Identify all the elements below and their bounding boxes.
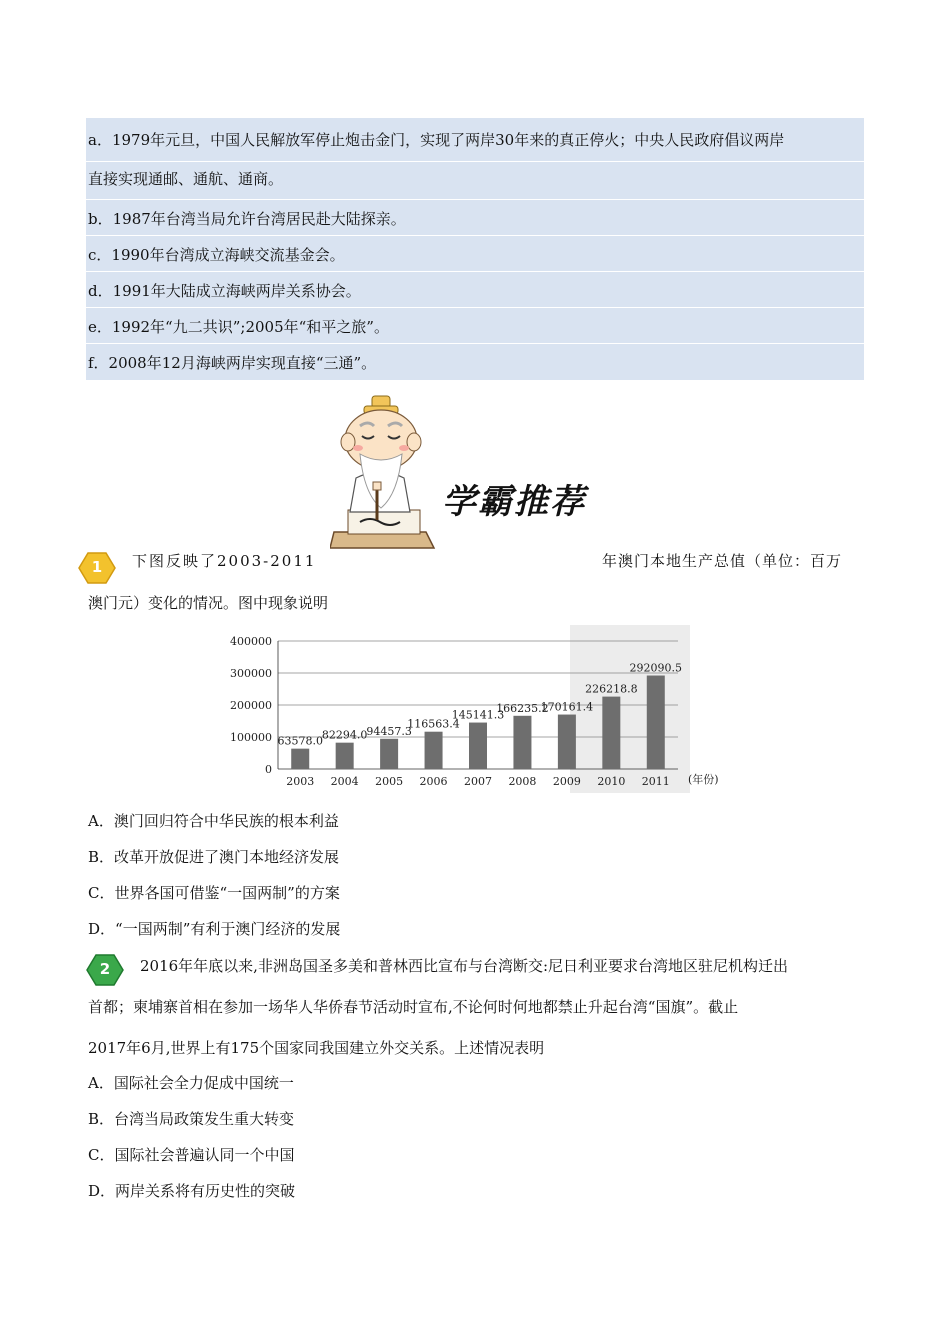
bar-value-label: 166235.2 xyxy=(496,701,549,715)
bar-value-label: 145141.3 xyxy=(451,708,505,722)
bar-2004 xyxy=(336,743,354,769)
q1-stem-part3: 澳门元）变化的情况。图中现象说明 xyxy=(88,594,329,612)
x-axis-unit: (年份) xyxy=(688,773,719,786)
x-tick-label: 2010 xyxy=(597,775,626,788)
q2-option-b[interactable]: B．台湾当局政策发生重大转变 xyxy=(88,1110,295,1128)
q2-stem-line3: 2017年6月,世界上有175个国家同我国建立外交关系。上述情况表明 xyxy=(88,1039,545,1057)
q1-stem-part1: 下图反映了2003-2011 xyxy=(132,552,317,570)
y-tick-label: 400000 xyxy=(230,635,272,648)
timeline-item-d: d．1991年大陆成立海峡两岸关系协会。 xyxy=(86,272,864,308)
bar-value-label: 94457.3 xyxy=(366,724,412,738)
timeline-item-f: f．2008年12月海峡两岸实现直接“三通”。 xyxy=(88,354,377,372)
q2-option-c[interactable]: C．国际社会普遍认同一个中国 xyxy=(88,1146,295,1164)
bar-2006 xyxy=(425,732,443,769)
question-badge-1 xyxy=(78,551,116,585)
q2-stem-line2: 首都；柬埔寨首相在参加一场华人华侨春节活动时宣布,不论何时何地都禁止升起台湾“国旗”。截止 xyxy=(88,998,739,1016)
timeline-box xyxy=(86,118,864,380)
banner-title: 学霸推荐 xyxy=(442,482,586,522)
bar-2011 xyxy=(647,676,665,769)
bar-2010 xyxy=(602,697,620,769)
x-tick-label: 2011 xyxy=(641,775,670,788)
q1-option-b[interactable]: B．改革开放促进了澳门本地经济发展 xyxy=(88,848,340,866)
bar-2003 xyxy=(291,749,309,769)
bar-2009 xyxy=(558,715,576,769)
x-tick-label: 2004 xyxy=(330,775,359,788)
x-tick-label: 2005 xyxy=(375,775,404,788)
bar-value-label: 170161.4 xyxy=(540,700,594,714)
bar-value-label: 292090.5 xyxy=(629,661,683,675)
bar-2005 xyxy=(380,739,398,769)
gdp-bar-chart xyxy=(230,625,720,795)
timeline-item-a: a．1979年元旦，中国人民解放军停止炮击金门，实现了两岸30年来的真正停火；中央人民政府倡议两岸 xyxy=(86,118,864,162)
timeline-item-a-cont: 直接实现通邮、通航、通商。 xyxy=(86,162,864,200)
bar-2007 xyxy=(469,723,487,769)
q1-option-c[interactable]: C．世界各国可借鉴“一国两制”的方案 xyxy=(88,884,340,902)
scholar-mascot-icon xyxy=(330,392,600,552)
y-tick-label: 300000 xyxy=(230,667,272,680)
q2-option-a[interactable]: A．国际社会全力促成中国统一 xyxy=(88,1074,294,1092)
question-number: 2 xyxy=(99,960,111,978)
x-tick-label: 2006 xyxy=(419,775,448,788)
gdp-chart-svg xyxy=(230,625,720,795)
x-tick-label: 2007 xyxy=(464,775,492,788)
q1-option-a[interactable]: A．澳门回归符合中华民族的根本利益 xyxy=(88,812,339,830)
question-badge-2 xyxy=(86,953,124,987)
recommend-banner xyxy=(330,392,600,552)
x-tick-label: 2009 xyxy=(552,775,581,788)
y-tick-label: 0 xyxy=(265,763,272,776)
x-tick-label: 2003 xyxy=(286,775,315,788)
q1-option-d[interactable]: D．“一国两制”有利于澳门经济的发展 xyxy=(88,920,341,938)
bar-value-label: 116563.4 xyxy=(407,717,460,731)
bar-value-label: 226218.8 xyxy=(585,682,638,696)
x-tick-label: 2008 xyxy=(508,775,537,788)
question-number: 1 xyxy=(91,558,103,576)
timeline-item-e: e．1992年“九二共识”;2005年“和平之旅”。 xyxy=(86,308,864,344)
y-tick-label: 100000 xyxy=(230,731,272,744)
bar-2008 xyxy=(513,716,531,769)
bar-value-label: 82294.0 xyxy=(321,728,368,742)
y-tick-label: 200000 xyxy=(230,699,272,712)
q1-stem-part2: 年澳门本地生产总值（单位：百万 xyxy=(602,552,843,570)
bar-value-label: 63578.0 xyxy=(277,734,323,748)
timeline-item-c: c．1990年台湾成立海峡交流基金会。 xyxy=(86,236,864,272)
q2-stem-line1: 2016年年底以来,非洲岛国圣多美和普林西比宣布与台湾断交:尼日利亚要求台湾地区驻尼机构迁出 xyxy=(140,957,788,975)
timeline-item-b: b．1987年台湾当局允许台湾居民赴大陆探亲。 xyxy=(86,200,864,236)
q2-option-d[interactable]: D．两岸关系将有历史性的突破 xyxy=(88,1182,296,1200)
